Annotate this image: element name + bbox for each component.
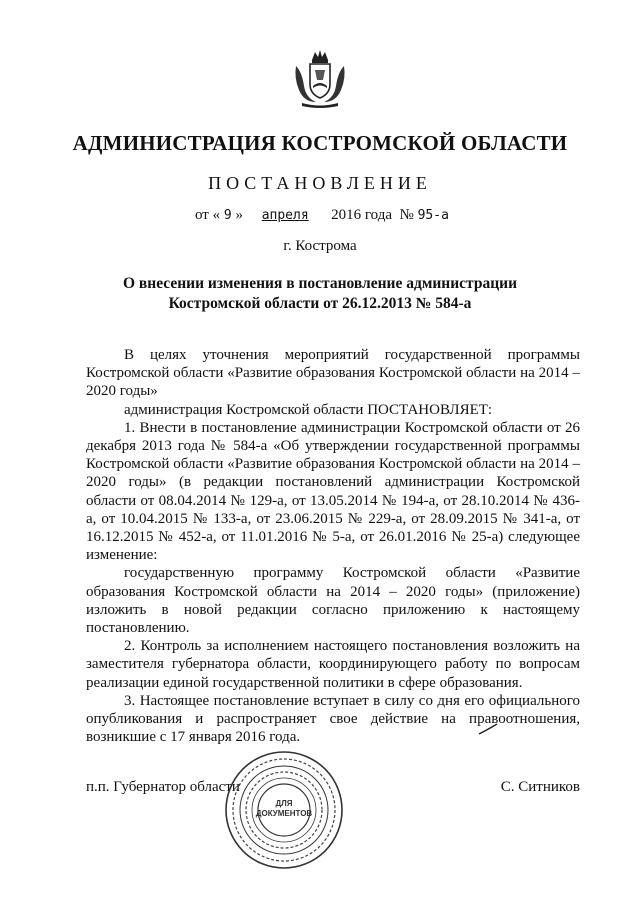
body-paragraph: 2. Контроль за исполнением настоящего постановления возложить на заместителя губернатора области, координирующего работу по вопросам реализации единой государственной политики в сфере образования. bbox=[86, 638, 580, 691]
date-day: 9 bbox=[223, 208, 232, 223]
subject-line-1: О внесении изменения в постановление администрации bbox=[122, 275, 518, 292]
body-paragraph: 3. Настоящее постановление вступает в силу со дня его официального опубликования и распространяет свое действие на правоотношения, возникшие с 17 января 2016 года. bbox=[86, 692, 580, 746]
body-paragraph: государственную программу Костромской области «Развитие образования Костромской области на 2014 – 2020 годы» (приложение) изложить в новой редакции согласно приложению к настоящему постановлению. bbox=[86, 565, 580, 637]
stamp-label-line-1: ДЛЯ bbox=[275, 799, 293, 808]
date-mid: » bbox=[235, 207, 243, 223]
document-body bbox=[86, 346, 580, 746]
signatory-name: С. Ситников bbox=[500, 779, 580, 795]
document-subject bbox=[60, 274, 580, 314]
body-paragraph: администрация Костромской области ПОСТАНОВЛЯЕТ: bbox=[124, 401, 493, 418]
document-number: 95-а bbox=[417, 208, 449, 223]
date-and-number bbox=[195, 207, 449, 224]
coat-of-arms-icon bbox=[288, 46, 352, 110]
body-paragraph: 1. Внести в постановление администрации Костромской области от 26 декабря 2013 года № 584-а «Об утверждении государственной программы Костромской области «Развитие образования Костромской области на 2014 – 2020 годы» (в редакции постановлений администрации Костромской области от 08.04.2014 № 129-а, от 13.05.2014 № 194-а, от 28.10.2014 № 436-а, от 10.04.2015 № 133-а, от 23.06.2015 № 229-а, от 28.09.2015 № 341-а, от 16.12.2015 № 452-а, от 11.01.2016 № 5-а, от 26.01.2016 № 25-а) следующее изменение: bbox=[86, 419, 580, 564]
date-month: апреля bbox=[261, 208, 309, 223]
city: г. Кострома bbox=[283, 238, 357, 254]
document-type: ПОСТАНОВЛЕНИЕ bbox=[208, 173, 432, 193]
pen-mark-icon bbox=[477, 722, 499, 736]
stamp-label bbox=[252, 799, 316, 819]
body-paragraph: В целях уточнения мероприятий государственной программы Костромской области «Развитие образования Костромской области на 2014 – 2020 годы» bbox=[86, 347, 580, 400]
date-prefix: от « bbox=[195, 207, 221, 223]
signatory-title: п.п. Губернатор области bbox=[86, 779, 240, 795]
organization-title: АДМИНИСТРАЦИЯ КОСТРОМСКОЙ ОБЛАСТИ bbox=[72, 131, 568, 155]
subject-line-2: Костромской области от 26.12.2013 № 584-а bbox=[168, 295, 472, 312]
date-year: 2016 года № bbox=[331, 207, 414, 223]
stamp-label-line-2: ДОКУМЕНТОВ bbox=[255, 809, 313, 818]
